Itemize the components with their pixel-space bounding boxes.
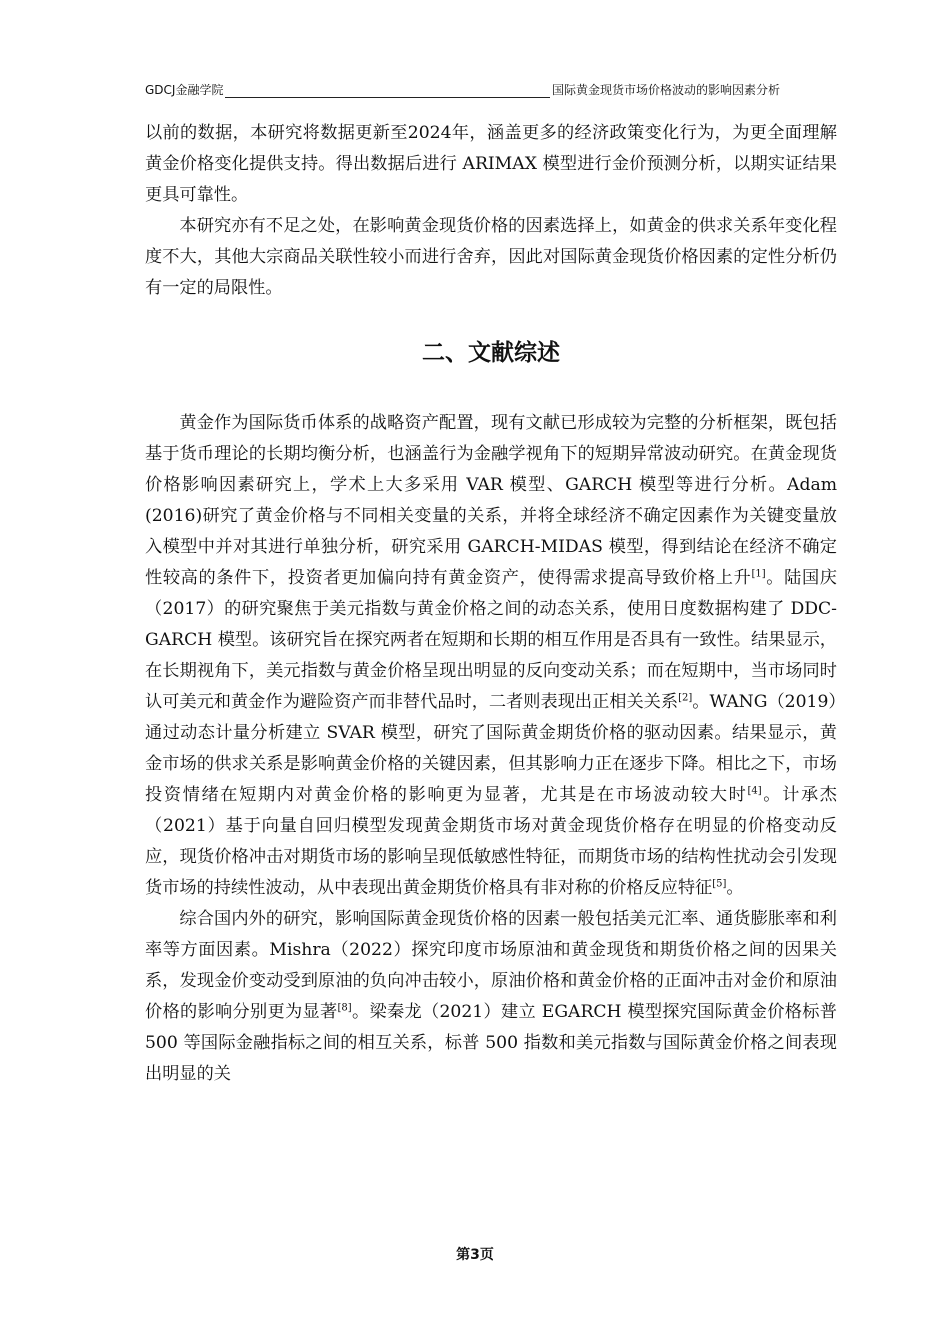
review-p1-text-2: 。陆国庆（2017）的研究聚焦于美元指数与黄金价格之间的动态关系，使用日度数据构建了 DDC-GARCH 模型。该研究旨在探究两者在短期和长期的相互作用是否具有一致性。结果显示，在长期视角下，美元指数与黄金价格呈现出明显的反向变动关系；而在短期中，当市场同时认可美元和黄金作为避险资产而非替代品时，二者则表现出正相关关系: [145, 568, 837, 712]
page-number: 第3页: [456, 1247, 494, 1263]
citation-5: [5]: [712, 878, 727, 890]
page-body: [145, 118, 837, 1090]
review-p1-text-1: 黄金作为国际货币体系的战略资产配置，现有文献已形成较为完整的分析框架，既包括基于货币理论的长期均衡分析，也涵盖行为金融学视角下的短期异常波动研究。在黄金现货价格影响因素研究上，学术上大多采用 VAR 模型、GARCH 模型等进行分析。Adam (2016)研究了黄金价格与不同相关变量的关系，并将全球经济不确定因素作为关键变量放入模型中并对其进行单独分析，研究采用 GARCH-MIDAS 模型，得到结论在经济不确定性较高的条件下，投资者更加偏向持有黄金资产，使得需求提高导致价格上升: [145, 413, 837, 588]
review-p1-text-5: 。: [726, 878, 744, 898]
review-paragraph-2: [145, 904, 837, 1090]
review-p1-text-3: 。WANG（2019）通过动态计量分析建立 SVAR 模型，研究了国际黄金期货价格的驱动因素。结果显示，黄金市场的供求关系是影响黄金价格的关键因素，但其影响力正在逐步下降。相比之下，市场投资情绪在短期内对黄金价格的影响更为显著，尤其是在市场波动较大时: [145, 692, 837, 805]
review-p1-text-4: 。计承杰（2021）基于向量自回归模型发现黄金期货市场对黄金现货价格存在明显的价格变动反应，现货价格冲击对期货市场的影响呈现低敏感性特征，而期货市场的结构性扰动会引发现货市场的持续性波动，从中表现出黄金期货价格具有非对称的价格反应特征: [145, 785, 837, 898]
intro-paragraph-2: 本研究亦有不足之处，在影响黄金现货价格的因素选择上，如黄金的供求关系年变化程度不大，其他大宗商品关联性较小而进行舍弃，因此对国际黄金现货价格因素的定性分析仍有一定的局限性。: [145, 216, 837, 298]
intro-paragraph-1: 以前的数据，本研究将数据更新至2024年，涵盖更多的经济政策变化行为，为更全面理解黄金价格变化提供支持。得出数据后进行 ARIMAX 模型进行金价预测分析，以期实证结果更具可靠性。: [145, 123, 837, 205]
citation-4: [4]: [747, 785, 762, 797]
header-rule: [225, 83, 550, 98]
header-institution: GDCJ金融学院: [145, 83, 224, 97]
citation-1: [1]: [751, 568, 766, 580]
section-title: 二、文献综述: [422, 340, 560, 366]
header-paper-title: 国际黄金现货市场价格波动的影响因素分析: [551, 83, 780, 97]
review-paragraph-1: [145, 408, 837, 904]
citation-2: [2]: [678, 692, 693, 704]
running-header: [145, 78, 780, 98]
review-p2-text-1: 综合国内外的研究，影响国际黄金现货价格的因素一般包括美元汇率、通货膨胀率和利率等方面因素。Mishra（2022）探究印度市场原油和黄金现货和期货价格之间的因果关系，发现金价变动受到原油的负向冲击较小，原油价格和黄金价格的正面冲击对金价和原油价格的影响分别更为显著: [145, 909, 837, 1022]
citation-8: [8]: [337, 1002, 352, 1014]
review-p2-text-2: 。梁秦龙（2021）建立 EGARCH 模型探究国际黄金价格标普 500 等国际金融指标之间的相互关系，标普 500 指数和美元指数与国际黄金价格之间表现出明显的关: [145, 1002, 837, 1084]
